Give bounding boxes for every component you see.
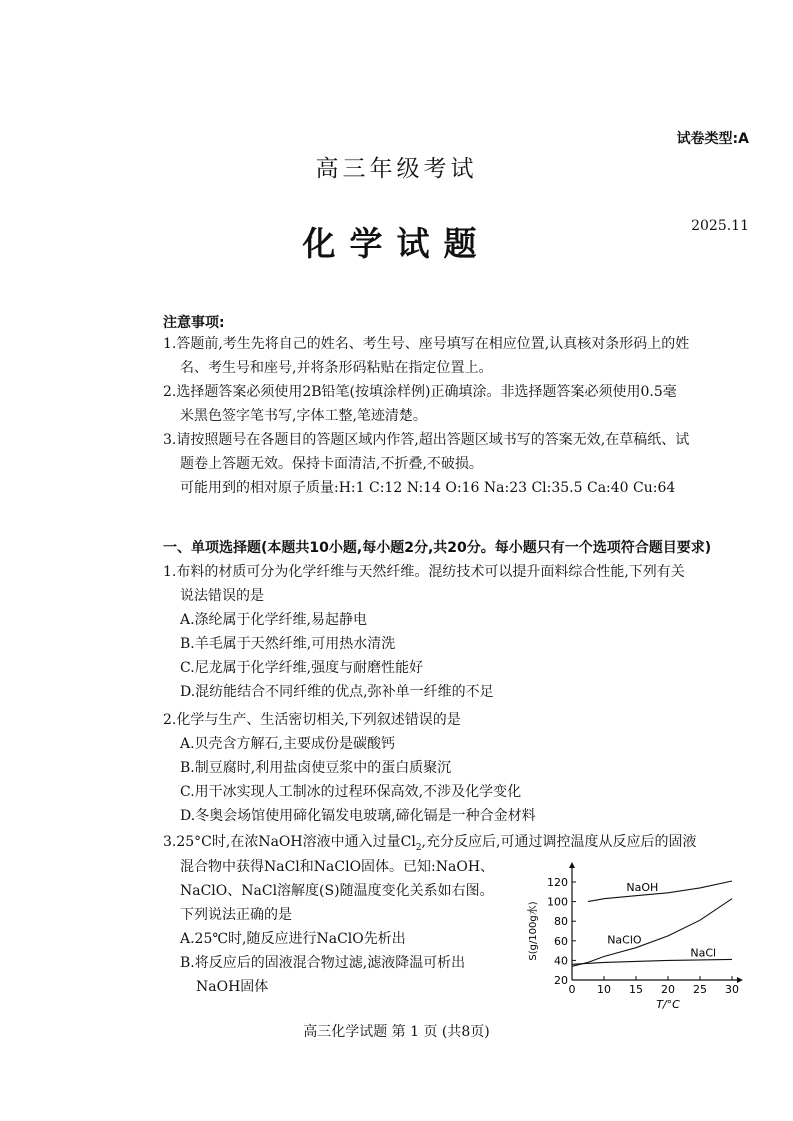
series-nacl-label: NaCl bbox=[690, 946, 717, 960]
question-1-option-b: B.羊毛属于天然纤维,可用热水清洗 bbox=[180, 636, 396, 652]
solubility-chart bbox=[525, 858, 750, 1016]
question-1-option-d: D.混纺能结合不同纤维的优点,弥补单一纤维的不足 bbox=[180, 684, 494, 700]
y-tick-label: 20 bbox=[554, 974, 568, 987]
question-3-option-a: A.25℃时,随反应进行NaClO先析出 bbox=[180, 931, 406, 947]
x-axis-label: T/°C bbox=[656, 998, 680, 1011]
page-footer: 高三化学试题 第 1 页 (共8页) bbox=[303, 1024, 490, 1040]
notice-heading: 注意事项: bbox=[163, 315, 225, 331]
y-axis-arrow bbox=[569, 862, 575, 868]
x-tick-label: 15 bbox=[629, 983, 643, 996]
x-tick-label: 0 bbox=[568, 983, 576, 996]
notice-line: 题卷上答题无效。保持卡面清洁,不折叠,不破损。 bbox=[180, 456, 483, 472]
question-3-stem: 3.25°C时,在浓NaOH溶液中通入过量$Cl_2$,充分反应后,可通过调控温度从反应后的固液 bbox=[163, 834, 697, 853]
question-3-option-b: B.将反应后的固液混合物过滤,滤液降温可析出 bbox=[180, 955, 466, 971]
x-tick-label: 20 bbox=[661, 983, 675, 996]
question-3-option-b-cont: NaOH固体 bbox=[196, 979, 269, 995]
question-2-option-d: D.冬奥会场馆使用碲化镉发电玻璃,碲化镉是一种合金材料 bbox=[180, 808, 536, 824]
question-1-stem-cont: 说法错误的是 bbox=[180, 588, 264, 604]
question-2-option-b: B.制豆腐时,利用盐卤使豆浆中的蛋白质聚沉 bbox=[180, 760, 452, 776]
x-tick-label: 10 bbox=[597, 983, 611, 996]
question-2-option-c: C.用干冰实现人工制冰的过程环保高效,不涉及化学变化 bbox=[180, 784, 522, 800]
exam-title: 高三年级考试 bbox=[315, 156, 478, 182]
series-naoh-label: NaOH bbox=[626, 880, 659, 894]
notice-line: 3.请按照题号在各题目的答题区域内作答,超出答题区域书写的答案无效,在草稿纸、试 bbox=[163, 432, 690, 448]
y-tick-label: 40 bbox=[554, 954, 568, 968]
series-naclo-label: NaClO bbox=[607, 933, 642, 947]
question-2-option-a: A.贝壳含方解石,主要成份是碳酸钙 bbox=[180, 736, 396, 752]
y-tick-label: 120 bbox=[547, 876, 568, 889]
question-3-stem-cont: 下列说法正确的是 bbox=[180, 907, 292, 923]
y-tick-label: 100 bbox=[547, 895, 568, 909]
question-3-stem-cont: 混合物中获得NaCl和NaClO固体。已知:NaOH、 bbox=[180, 859, 495, 875]
atomic-mass-line: 可能用到的相对原子质量:H:1 C:12 N:14 O:16 Na:23 Cl:35.5 Ca:40 Cu:64 bbox=[180, 480, 676, 496]
series-nacl-line bbox=[572, 959, 732, 964]
question-1-option-c: C.尼龙属于化学纤维,强度与耐磨性能好 bbox=[180, 660, 424, 676]
notice-line: 1.答题前,考生先将自己的姓名、考生号、座号填写在相应位置,认真核对条形码上的姓 bbox=[163, 336, 690, 352]
y-axis-label: S(g/100g水) bbox=[528, 901, 539, 961]
question-1-option-a: A.涤纶属于化学纤维,易起静电 bbox=[180, 612, 368, 628]
notice-line: 名、考生号和座号,并将条形码粘贴在指定位置上。 bbox=[180, 360, 493, 376]
x-tick-label: 25 bbox=[693, 983, 707, 996]
series-naoh-line bbox=[588, 881, 732, 902]
question-1-stem: 1.布料的材质可分为化学纤维与天然纤维。混纺技术可以提升面料综合性能,下列有关 bbox=[163, 564, 685, 580]
question-2-stem: 2.化学与生产、生活密切相关,下列叙述错误的是 bbox=[163, 712, 461, 728]
exam-date: 2025.11 bbox=[691, 218, 749, 234]
notice-line: 2.选择题答案必须使用2B铅笔(按填涂样例)正确填涂。非选择题答案必须使用0.5毫 bbox=[163, 384, 677, 400]
notice-line: 米黑色签字笔书写,字体工整,笔迹清楚。 bbox=[180, 408, 427, 424]
y-tick-label: 80 bbox=[554, 915, 568, 929]
x-tick-label: 30 bbox=[725, 983, 739, 996]
exam-type-label: 试卷类型:A bbox=[676, 131, 749, 147]
y-tick-label: 60 bbox=[554, 934, 568, 948]
subject-title: 化学试题 bbox=[302, 224, 491, 263]
question-3-stem-cont: NaClO、NaCl溶解度(S)随温度变化关系如右图。 bbox=[180, 883, 494, 899]
section-heading: 一、单项选择题(本题共10小题,每小题2分,共20分。每小题只有一个选项符合题目要求) bbox=[163, 540, 712, 556]
